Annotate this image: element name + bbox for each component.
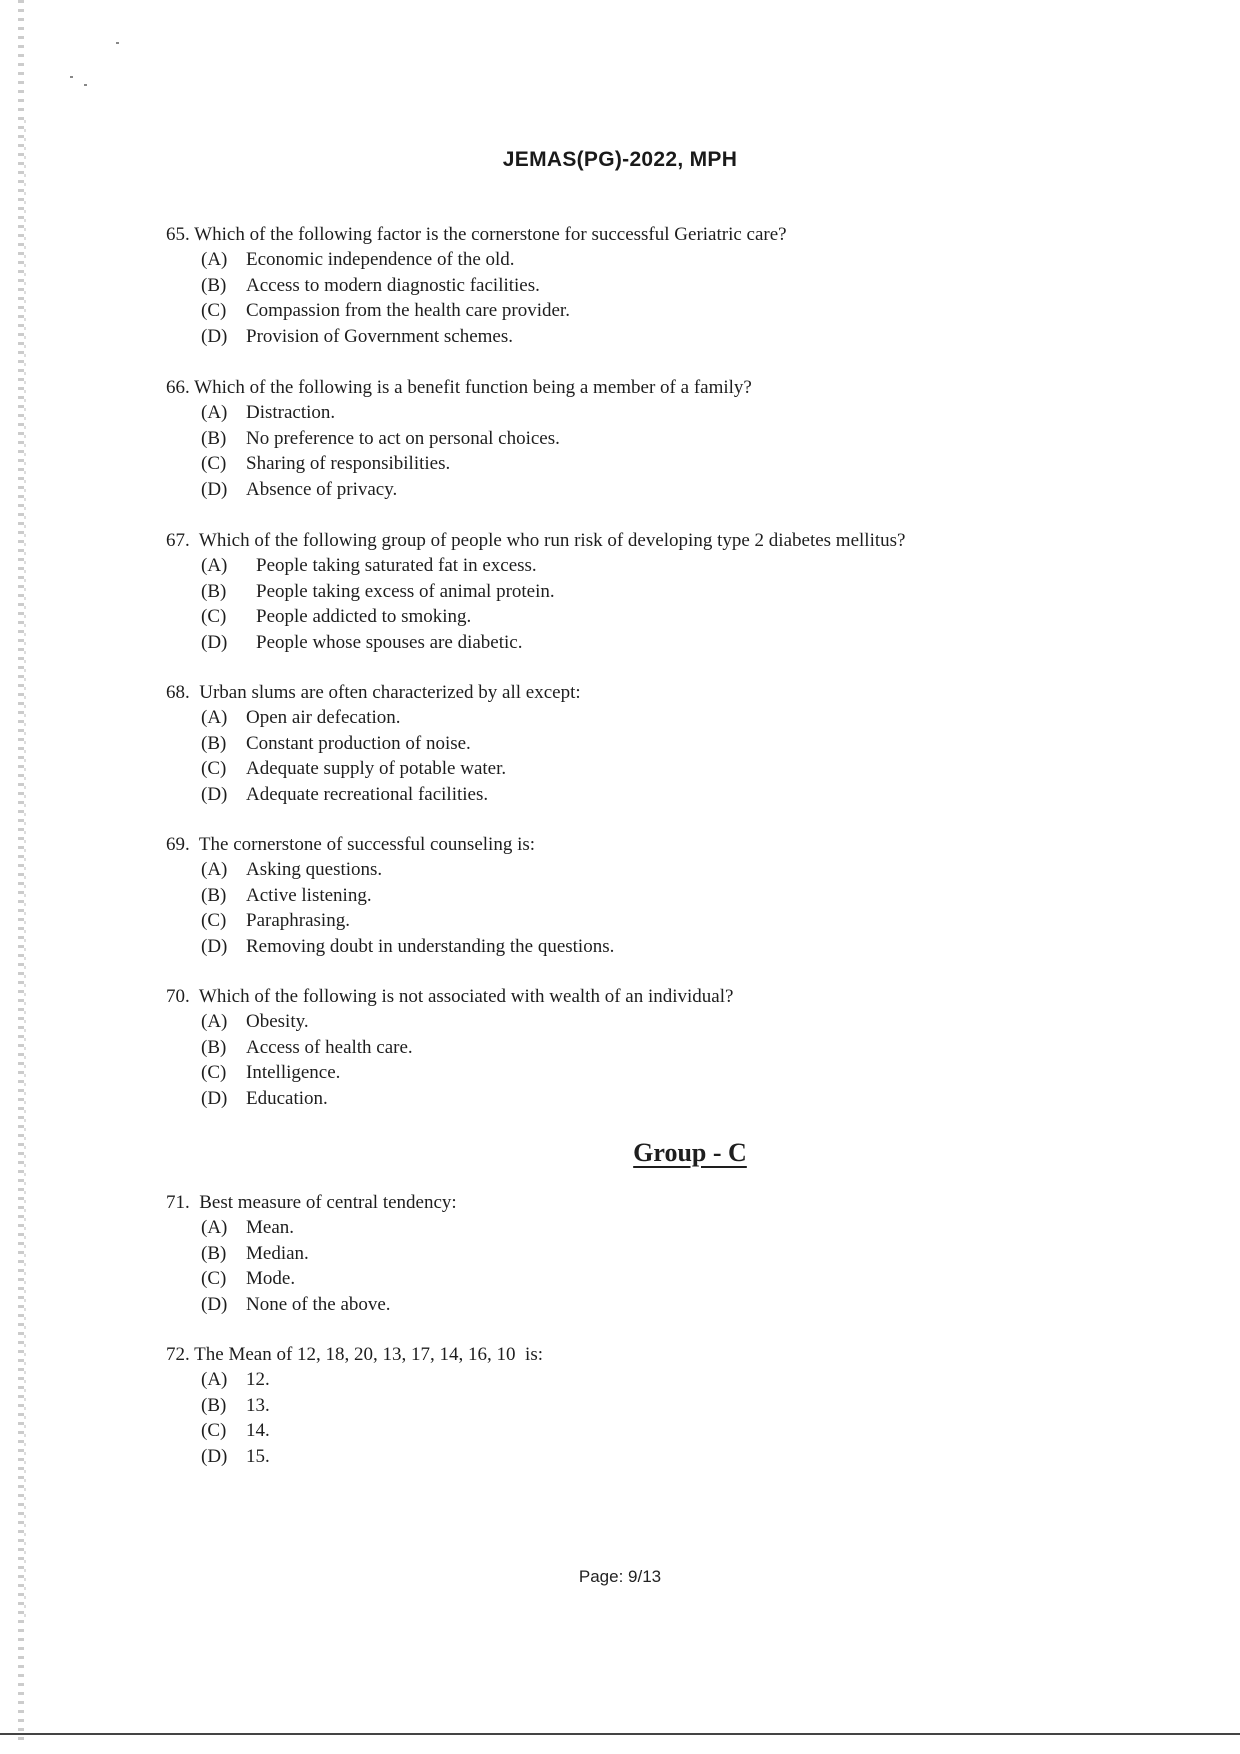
option-d: (D) None of the above.: [201, 1293, 391, 1315]
option-c: (C) People addicted to smoking.: [201, 606, 472, 627]
question-text: 69. The cornerstone of successful counseling is:: [166, 834, 536, 855]
option-a: (A) Economic independence of the old.: [201, 249, 515, 270]
option-d: (D) Removing doubt in understanding the questions.: [201, 935, 615, 957]
scan-edge-shadow-inner: [24, 120, 26, 1620]
question-68: [166, 680, 581, 807]
option-b: (B) Active listening.: [201, 884, 372, 906]
option-a: (A) Obesity.: [201, 1011, 309, 1032]
page-number: Page: 9/13: [578, 1567, 662, 1586]
question-text: 72. The Mean of 12, 18, 20, 13, 17, 14, 16, 10 is:: [166, 1344, 543, 1365]
question-67: [166, 528, 905, 655]
option-a: (A) Open air defecation.: [201, 707, 401, 728]
question-text: 65. Which of the following factor is the cornerstone for successful Geriatric care?: [166, 224, 787, 245]
option-d: (D) Education.: [201, 1087, 328, 1109]
option-b: (B) Constant production of noise.: [201, 732, 471, 754]
option-c: (C) 14.: [201, 1420, 270, 1441]
question-text: 66. Which of the following is a benefit function being a member of a family?: [166, 377, 752, 398]
question-65: [166, 222, 787, 349]
option-b: (B) Access of health care.: [201, 1036, 413, 1058]
scan-speck: [84, 84, 87, 86]
option-b: (B) Access to modern diagnostic facilities.: [201, 274, 540, 296]
option-c: (C) Sharing of responsibilities.: [201, 453, 451, 474]
group-c-heading: Group - C: [633, 1138, 747, 1167]
question-text: 71. Best measure of central tendency:: [166, 1192, 457, 1213]
option-a: (A) Asking questions.: [201, 859, 383, 880]
option-d: (D) Adequate recreational facilities.: [201, 783, 489, 805]
option-a: (A) 12.: [201, 1369, 270, 1390]
scan-speck: [70, 76, 73, 78]
option-a: (A) Mean.: [201, 1217, 295, 1238]
option-d: (D) Absence of privacy.: [201, 478, 398, 500]
scan-speck: [116, 42, 119, 44]
question-70: [166, 984, 733, 1111]
option-b: (B) Median.: [201, 1242, 309, 1264]
option-b: (B) People taking excess of animal protein.: [201, 580, 555, 602]
bottom-rule: [0, 1733, 1240, 1735]
option-c: (C) Adequate supply of potable water.: [201, 758, 507, 779]
option-c: (C) Compassion from the health care provider.: [201, 300, 570, 321]
question-66: [166, 375, 752, 502]
question-71: [166, 1190, 457, 1317]
question-text: 70. Which of the following is not associated with wealth of an individual?: [166, 986, 734, 1007]
option-d: (D) People whose spouses are diabetic.: [201, 631, 523, 653]
option-a: (A) Distraction.: [201, 402, 336, 423]
question-text: 68. Urban slums are often characterized by all except:: [166, 682, 581, 703]
option-b: (B) 13.: [201, 1394, 270, 1416]
option-a: (A) People taking saturated fat in excess.: [201, 555, 537, 576]
option-b: (B) No preference to act on personal choices.: [201, 427, 560, 449]
option-c: (C) Paraphrasing.: [201, 910, 350, 931]
question-69: [166, 832, 614, 959]
page-header-title: JEMAS(PG)-2022, MPH: [502, 148, 738, 171]
question-72: [166, 1342, 543, 1469]
question-text: 67. Which of the following group of people who run risk of developing type 2 diabetes mellitus?: [166, 530, 906, 551]
option-d: (D) Provision of Government schemes.: [201, 325, 514, 347]
option-d: (D) 15.: [201, 1445, 270, 1467]
option-c: (C) Intelligence.: [201, 1062, 341, 1083]
option-c: (C) Mode.: [201, 1268, 296, 1289]
